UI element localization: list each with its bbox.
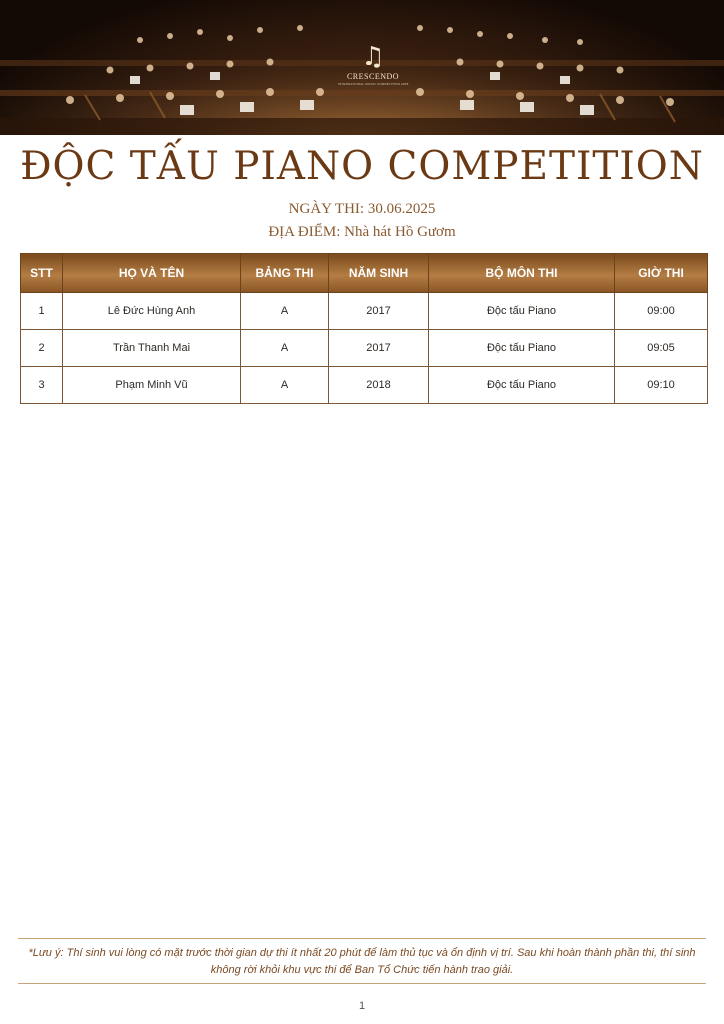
cell-category: Độc tấu Piano bbox=[429, 293, 615, 330]
header-full-name: HỌ VÀ TÊN bbox=[63, 254, 241, 293]
table-header-row bbox=[21, 254, 708, 293]
header-time: GIỜ THI bbox=[615, 254, 708, 293]
contestant-table bbox=[20, 253, 708, 404]
cell-time: 09:10 bbox=[615, 367, 708, 404]
header-category: BỘ MÔN THI bbox=[429, 254, 615, 293]
cell-birth-year: 2017 bbox=[329, 293, 429, 330]
header-banner bbox=[0, 0, 724, 135]
page-number: 1 bbox=[358, 1000, 366, 1012]
table-row bbox=[21, 367, 708, 404]
cell-category: Độc tấu Piano bbox=[429, 367, 615, 404]
crescendo-logo bbox=[338, 44, 408, 96]
cell-division: A bbox=[241, 293, 329, 330]
cell-time: 09:05 bbox=[615, 330, 708, 367]
cell-full-name: Lê Đức Hùng Anh bbox=[63, 293, 241, 330]
logo-tagline: INTERNATIONAL MUSIC COMPETITION 2025 bbox=[338, 82, 409, 86]
cell-stt: 2 bbox=[21, 330, 63, 367]
cell-category: Độc tấu Piano bbox=[429, 330, 615, 367]
cell-stt: 1 bbox=[21, 293, 63, 330]
cell-birth-year: 2018 bbox=[329, 367, 429, 404]
header-stt: STT bbox=[21, 254, 63, 293]
cell-division: A bbox=[241, 367, 329, 404]
competition-venue: ĐỊA ĐIỂM: Nhà hát Hồ Gươm bbox=[268, 224, 456, 240]
footer-note: *Lưu ý: Thí sinh vui lòng có mặt trước thời gian dự thi ít nhất 20 phút để làm thủ tục và ổn định vị trí. Sau khi hoàn thành phần thi, thí sinh không rời khỏi khu vực thi để Ban Tổ Chức tiến hành trao giải. bbox=[28, 947, 696, 976]
note-divider-top bbox=[18, 938, 706, 939]
header-division: BẢNG THI bbox=[241, 254, 329, 293]
logo-wordmark: CRESCENDO bbox=[346, 72, 400, 81]
cell-full-name: Trần Thanh Mai bbox=[63, 330, 241, 367]
page-title: ĐỘC TẤU PIANO COMPETITION bbox=[20, 144, 704, 189]
header-birth-year: NĂM SINH bbox=[329, 254, 429, 293]
competition-date: NGÀY THI: 30.06.2025 bbox=[288, 201, 436, 217]
cell-time: 09:00 bbox=[615, 293, 708, 330]
cell-division: A bbox=[241, 330, 329, 367]
note-divider-bottom bbox=[18, 983, 706, 984]
cell-full-name: Phạm Minh Vũ bbox=[63, 367, 241, 404]
music-note-icon: ♫ bbox=[361, 42, 385, 72]
table-row bbox=[21, 330, 708, 367]
cell-birth-year: 2017 bbox=[329, 330, 429, 367]
cell-stt: 3 bbox=[21, 367, 63, 404]
table-row bbox=[21, 293, 708, 330]
